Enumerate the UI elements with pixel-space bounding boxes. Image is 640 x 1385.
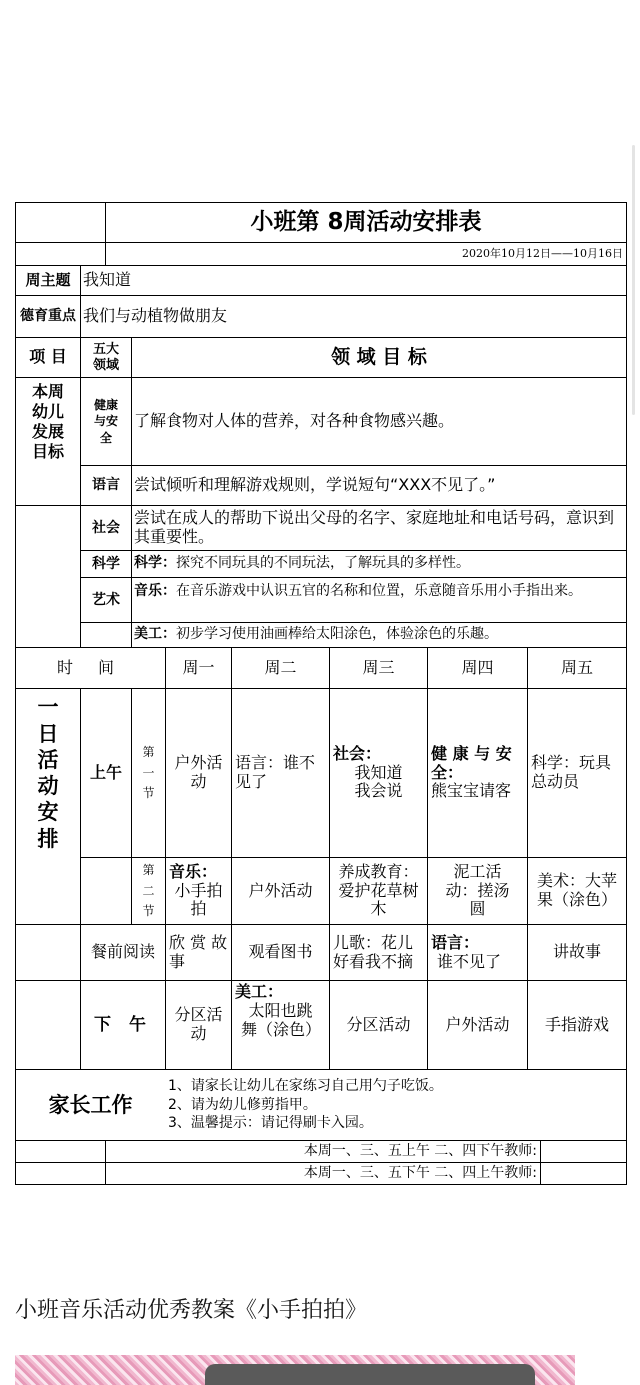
goal-craft-prefix: 美工：	[134, 626, 176, 642]
morning-p1-wed-head: 社会：	[333, 743, 382, 763]
morning-p1-fri: 科学：玩具总动员	[531, 753, 612, 791]
morning-p1-thu-text: 熊宝宝请客	[431, 781, 512, 801]
reading-tue: 观看图书	[248, 942, 313, 962]
morning-p2-tue: 户外活动	[248, 880, 313, 900]
afternoon-tue	[232, 981, 329, 1069]
morning-p2-wed: 养成教育：爱护花草树木	[338, 861, 419, 919]
goal-music-text: 在音乐游戏中认识五官的名称和位置，乐意随音乐用小手指出来。	[176, 583, 582, 599]
reading-wed: 儿歌：花儿好看我不摘	[333, 932, 414, 971]
time-label: 时 间	[56, 657, 125, 677]
morning-p2-mon-text: 小手拍拍	[174, 880, 223, 919]
reading-fri: 讲故事	[552, 942, 601, 962]
parent-item: 1、请家长让幼儿在家练习自己用勺子吃饭。	[168, 1077, 443, 1094]
day-mon: 周一	[182, 657, 215, 677]
afternoon-wed: 分区活动	[346, 1014, 411, 1034]
goal-music	[134, 578, 624, 622]
morning-label: 上午	[89, 762, 122, 782]
morning-p2-mon-head: 音乐：	[169, 861, 218, 881]
afternoon-label: 下 午	[94, 1014, 152, 1035]
afternoon-thu: 户外活动	[445, 1014, 510, 1034]
goal-music-prefix: 音乐：	[134, 583, 176, 599]
goal-science-prefix: 科学：	[134, 555, 176, 571]
article-image	[15, 1355, 575, 1385]
afternoon-fri: 手指游戏	[544, 1014, 609, 1034]
goal-craft-text: 初步学习使用油画棒给太阳涂色，体验涂色的乐趣。	[176, 626, 498, 642]
morning-p1-tue: 语言：谁不见了	[235, 753, 316, 791]
parent-item: 3、温馨提示：请记得刷卡入园。	[168, 1115, 373, 1132]
morning-p1-thu-head: 健 康 与 安全：	[431, 743, 512, 782]
goal-science	[134, 551, 624, 577]
article-title: 小班音乐活动优秀教案《小手拍拍》	[15, 1298, 368, 1323]
morning-p2-mon	[166, 858, 231, 924]
item-label: 项 目	[29, 347, 67, 367]
moral-label: 德育重点	[20, 308, 76, 325]
schedule-table	[15, 202, 627, 1185]
reading-label: 餐前阅读	[90, 942, 155, 962]
reading-mon: 欣 赏 故事	[169, 932, 228, 971]
teacher-pm: 本周一、三、五下午 二、四上午教师:	[303, 1165, 537, 1182]
period1-label: 第一节	[142, 745, 155, 801]
morning-p2-thu: 泥工活动：搓汤圆	[445, 861, 510, 919]
morning-p1-wed	[330, 689, 427, 857]
theme-value: 我知道	[83, 270, 132, 290]
goal-social: 尝试在成人的帮助下说出父母的名字、家庭地址和电话号码，意识到其重要性。	[134, 508, 615, 546]
day-wed: 周三	[362, 657, 395, 677]
scrollbar[interactable]	[632, 145, 635, 415]
goal-language: 尝试倾听和理解游戏规则，学说短句“XXX不见了。”	[134, 475, 496, 495]
parent-label: 家长工作	[48, 1092, 133, 1117]
goal-science-text: 探究不同玩具的不同玩法，了解玩具的多样性。	[176, 555, 470, 571]
teacher-am: 本周一、三、五上午 二、四下午教师:	[303, 1143, 537, 1160]
page-title: 小班第 8周活动安排表	[250, 208, 482, 235]
theme-label: 周主题	[25, 270, 71, 289]
goal-craft	[134, 623, 624, 647]
goal-health: 了解食物对人体的营养，对各种食物感兴趣。	[134, 411, 455, 431]
reading-thu	[428, 925, 527, 980]
daily-label: 一日活动安排	[37, 695, 59, 851]
reading-thu-text: 谁不见了	[437, 951, 502, 971]
five-domains-label: 五大领域	[92, 342, 119, 373]
goal-domain-social: 社会	[92, 519, 120, 536]
day-tue: 周二	[264, 657, 297, 677]
afternoon-tue-text: 太阳也跳舞（涂色）	[241, 1000, 322, 1039]
goal-domain-health: 健康与安全	[93, 398, 118, 445]
goal-domain-art: 艺术	[92, 591, 120, 608]
parent-items	[168, 1070, 624, 1140]
morning-p2-fri: 美术：大苹果（涂色）	[536, 871, 617, 909]
period2-label: 第二节	[142, 863, 155, 919]
parent-item: 2、请为幼儿修剪指甲。	[168, 1096, 317, 1113]
weekly-goal-label: 本周幼儿发展目标	[31, 381, 64, 461]
morning-p1-mon: 户外活动	[174, 753, 223, 791]
day-fri: 周五	[560, 657, 593, 677]
day-thu: 周四	[461, 657, 494, 677]
afternoon-tue-head: 美工：	[235, 982, 284, 1001]
morning-p1-thu	[428, 689, 527, 857]
afternoon-mon: 分区活动	[174, 1005, 223, 1043]
date-range: 2020年10月12日——10月16日	[462, 246, 623, 260]
morning-p1-wed-text: 我知道 我会说	[354, 762, 403, 801]
domain-goal-label: 领 域 目 标	[331, 346, 427, 369]
goal-domain-language: 语言	[92, 477, 120, 494]
goal-domain-science: 科学	[92, 555, 120, 572]
reading-thu-head: 语言：	[431, 932, 480, 952]
moral-value: 我们与动植物做朋友	[83, 306, 228, 326]
